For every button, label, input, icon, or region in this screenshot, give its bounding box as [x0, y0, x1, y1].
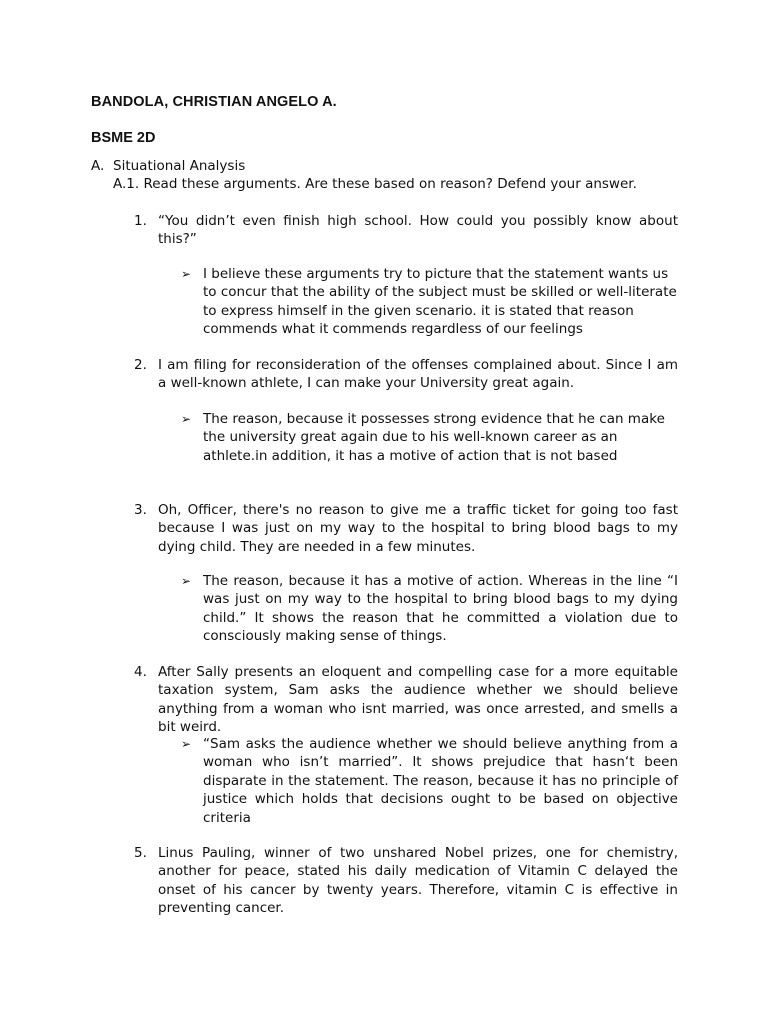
part-a-title: Situational Analysis — [113, 158, 246, 174]
answer-bullet — [181, 410, 678, 465]
answer-text: “Sam asks the audience whether we should believe anything from a woman who isn’t married”. It shows prejudice that hasn‘t been disparate in the statement. The reason, because it has no principle of justice which holds that decisions ought to be based on objective criteria — [203, 736, 678, 826]
argument-item — [134, 663, 678, 737]
argument-text: I am filing for reconsideration of the offenses complained about. Since I am a well-known athlete, I can make your University great again. — [158, 357, 678, 392]
argument-item — [134, 212, 678, 249]
argument-item — [134, 844, 678, 918]
arrow-bullet-icon: ➢ — [181, 737, 192, 751]
answer-bullet — [181, 735, 678, 827]
argument-item — [134, 356, 678, 393]
answer-bullet — [181, 572, 678, 646]
item-number: 3. — [134, 502, 147, 518]
item-number: 4. — [134, 664, 147, 680]
answer-text: I believe these arguments try to picture that the statement wants us to concur that the ability of the subject must be skilled or well-literate to express himself in the given scenario. it is stated that reason commends what it commends regardless of our feelings — [203, 266, 677, 338]
item-number: 5. — [134, 845, 147, 861]
part-a-heading — [91, 157, 245, 175]
arrow-bullet-icon: ➢ — [181, 574, 192, 588]
argument-item — [134, 501, 678, 556]
arrow-bullet-icon: ➢ — [181, 412, 192, 426]
argument-text: Linus Pauling, winner of two unshared Nobel prizes, one for chemistry, another for peace, stated his daily medication of Vitamin C delayed the onset of his cancer by twenty years. Therefore, vitamin C is effective in preventing cancer. — [158, 845, 678, 917]
student-name: BANDOLA, CHRISTIAN ANGELO A. — [91, 94, 337, 110]
item-number: 2. — [134, 357, 147, 373]
argument-text: Oh, Officer, there's no reason to give me a traffic ticket for going too fast because I was just on my way to the hospital to bring blood bags to my dying child. They are needed in a few minutes. — [158, 502, 678, 555]
answer-text: The reason, because it possesses strong evidence that he can make the university great again due to his well-known career as an athlete.in addition, it has a motive of action that is not based — [203, 411, 665, 464]
part-a-instruction: A.1. Read these arguments. Are these based on reason? Defend your answer. — [113, 176, 637, 192]
argument-text: After Sally presents an eloquent and compelling case for a more equitable taxation system, Sam asks the audience whether we should believe anything from a woman who isnt married, was once arrested, and smells a bit weird. — [158, 664, 678, 736]
part-a-letter: A. — [91, 158, 105, 174]
answer-text: The reason, because it has a motive of action. Whereas in the line “I was just on my way to the hospital to bring blood bags to my dying child.” It shows the reason that he committed a violation due to consciously making sense of things. — [203, 573, 678, 645]
argument-text: “You didn’t even finish high school. How could you possibly know about this?” — [158, 213, 678, 248]
item-number: 1. — [134, 213, 147, 229]
student-section: BSME 2D — [91, 130, 156, 146]
answer-bullet — [181, 265, 678, 339]
arrow-bullet-icon: ➢ — [181, 267, 192, 281]
